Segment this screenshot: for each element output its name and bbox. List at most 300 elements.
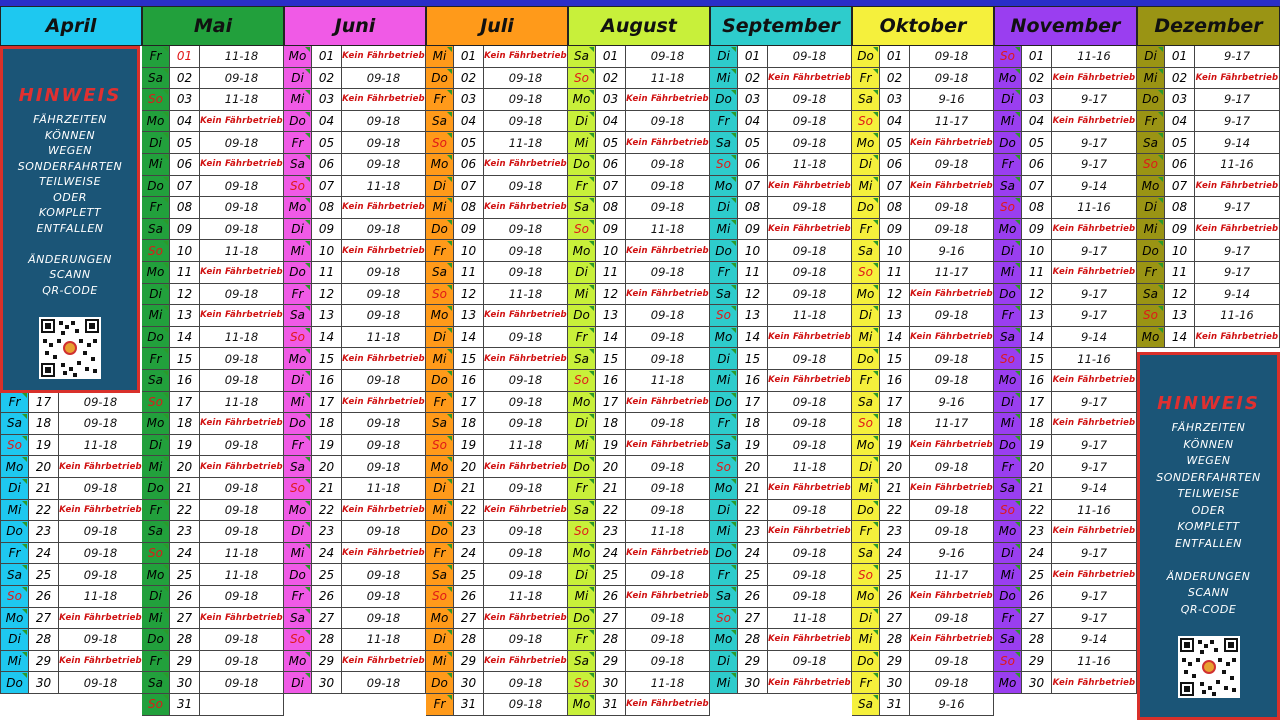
hours-cell: 09-18 [484, 478, 568, 499]
hours-cell: 09-18 [342, 564, 426, 585]
weekday-cell: Mi [426, 46, 454, 67]
day-number-cell: 24 [738, 543, 768, 564]
marker-triangle [589, 285, 594, 290]
marker-triangle [873, 393, 878, 398]
weekday-cell: Sa [710, 435, 738, 456]
day-number-cell: 19 [454, 435, 484, 456]
day-row [142, 629, 284, 651]
marker-triangle [163, 695, 168, 700]
hours-cell: 9-17 [1052, 132, 1137, 153]
day-row [426, 46, 568, 68]
marker-triangle [305, 630, 310, 635]
hours-cell: 11-18 [200, 564, 284, 585]
weekday-cell: Fr [284, 435, 312, 456]
day-row [1137, 89, 1280, 111]
hours-cell: Kein Fährbetrieb [342, 89, 426, 110]
marker-triangle [731, 47, 736, 52]
weekday-cell: Do [284, 413, 312, 434]
hours-cell: 09-18 [484, 672, 568, 693]
notice-line: SONDERFAHRTEN [17, 159, 123, 173]
day-row [994, 608, 1137, 630]
weekday-cell: So [426, 586, 454, 607]
day-row [284, 370, 426, 392]
day-row [568, 284, 710, 306]
day-number-cell: 19 [596, 435, 626, 456]
marker-triangle [305, 306, 310, 311]
hours-cell: 09-18 [626, 608, 710, 629]
weekday-cell: Mi [852, 629, 880, 650]
day-row [426, 154, 568, 176]
weekday-cell: Mi [426, 500, 454, 521]
day-number-cell: 25 [738, 564, 768, 585]
day-number-cell: 20 [880, 456, 910, 477]
day-row [710, 305, 852, 327]
day-number-cell: 16 [1022, 370, 1052, 391]
marker-triangle [447, 47, 452, 52]
weekday-cell: Fr [284, 284, 312, 305]
hours-cell: Kein Fährbetrieb [626, 132, 710, 153]
qr-code-icon[interactable] [1178, 636, 1240, 698]
day-number-cell: 10 [1022, 240, 1052, 261]
marker-triangle [447, 522, 452, 527]
day-number-cell: 13 [170, 305, 200, 326]
day-row [426, 694, 568, 716]
hours-cell: 09-18 [342, 370, 426, 391]
day-row [1137, 240, 1280, 262]
hours-cell: Kein Fährbetrieb [200, 305, 284, 326]
hours-cell: Kein Fährbetrieb [342, 240, 426, 261]
day-number-cell: 27 [880, 608, 910, 629]
hours-cell: 09-18 [200, 197, 284, 218]
weekday-cell: Sa [852, 240, 880, 261]
hours-cell: 9-14 [1052, 176, 1137, 197]
marker-triangle [447, 306, 452, 311]
day-number-cell: 23 [29, 521, 59, 542]
day-number-cell: 09 [880, 219, 910, 240]
hours-cell: Kein Fährbetrieb [59, 500, 143, 521]
day-number-cell: 12 [312, 284, 342, 305]
hours-cell: Kein Fährbetrieb [910, 176, 994, 197]
notice-line: KOMPLETT [38, 206, 102, 219]
day-number-cell: 08 [738, 197, 768, 218]
marker-triangle [1015, 285, 1020, 290]
day-row [994, 564, 1137, 586]
day-number-cell: 06 [1165, 154, 1195, 175]
weekday-cell: Mo [994, 68, 1022, 89]
marker-triangle [731, 198, 736, 203]
hours-cell: 9-16 [910, 89, 994, 110]
day-row [142, 111, 284, 133]
hours-cell: Kein Fährbetrieb [1052, 262, 1137, 283]
day-number-cell: 06 [1022, 154, 1052, 175]
marker-triangle [447, 198, 452, 203]
marker-triangle [22, 436, 27, 441]
marker-triangle [305, 241, 310, 246]
marker-triangle [163, 328, 168, 333]
marker-triangle [163, 155, 168, 160]
day-row [994, 219, 1137, 241]
notice-line: KÖNNEN [44, 128, 96, 142]
weekday-cell: So [426, 284, 454, 305]
day-row [0, 608, 142, 630]
day-row [710, 435, 852, 457]
marker-triangle [589, 630, 594, 635]
marker-triangle [305, 198, 310, 203]
day-row [568, 500, 710, 522]
marker-triangle [447, 349, 452, 354]
hours-cell: 09-18 [484, 413, 568, 434]
weekday-cell: Do [994, 132, 1022, 153]
weekday-cell: Do [426, 370, 454, 391]
marker-triangle [163, 479, 168, 484]
day-number-cell: 19 [170, 435, 200, 456]
day-number-cell: 24 [29, 543, 59, 564]
day-row [994, 521, 1137, 543]
day-row [852, 392, 994, 414]
day-row [994, 132, 1137, 154]
day-row [852, 651, 994, 673]
hours-cell: Kein Fährbetrieb [1052, 68, 1137, 89]
day-row [1137, 197, 1280, 219]
day-number-cell: 28 [596, 629, 626, 650]
marker-triangle [1015, 220, 1020, 225]
day-number-cell: 27 [312, 608, 342, 629]
day-row [142, 478, 284, 500]
notice-line: WEGEN [47, 144, 93, 157]
weekday-cell: So [426, 132, 454, 153]
hours-cell: 09-18 [910, 154, 994, 175]
marker-triangle [447, 587, 452, 592]
day-number-cell: 01 [454, 46, 484, 67]
hours-cell: Kein Fährbetrieb [484, 500, 568, 521]
hours-cell: Kein Fährbetrieb [768, 219, 852, 240]
marker-triangle [447, 155, 452, 160]
day-number-cell: 18 [738, 413, 768, 434]
day-row [568, 435, 710, 457]
hours-cell: 9-14 [1052, 327, 1137, 348]
weekday-cell: Di [710, 651, 738, 672]
weekday-cell: Di [710, 46, 738, 67]
marker-triangle [163, 349, 168, 354]
notice-line [3, 236, 137, 252]
weekday-cell: Fr [852, 219, 880, 240]
day-number-cell: 07 [1022, 176, 1052, 197]
day-row [710, 132, 852, 154]
day-row [710, 629, 852, 651]
hours-cell: 09-18 [200, 586, 284, 607]
day-row [710, 197, 852, 219]
hours-cell: Kein Fährbetrieb [200, 111, 284, 132]
marker-triangle [163, 220, 168, 225]
hours-cell: 11-18 [768, 608, 852, 629]
day-number-cell: 29 [454, 651, 484, 672]
marker-triangle [447, 544, 452, 549]
day-row [426, 543, 568, 565]
day-row [426, 370, 568, 392]
day-number-cell: 11 [170, 262, 200, 283]
hours-cell: 09-18 [626, 197, 710, 218]
day-number-cell: 15 [596, 348, 626, 369]
day-number-cell: 01 [596, 46, 626, 67]
day-number-cell: 27 [29, 608, 59, 629]
month-header-mai: Mai [142, 6, 284, 46]
day-number-cell: 15 [738, 348, 768, 369]
day-number-cell: 19 [312, 435, 342, 456]
day-number-cell: 21 [880, 478, 910, 499]
marker-triangle [163, 90, 168, 95]
hours-cell: 9-14 [1052, 478, 1137, 499]
weekday-cell: Fr [710, 111, 738, 132]
weekday-cell: Do [426, 521, 454, 542]
day-row [284, 629, 426, 651]
hours-cell: Kein Fährbetrieb [626, 240, 710, 261]
hours-cell: 9-17 [1052, 305, 1137, 326]
marker-triangle [1015, 457, 1020, 462]
marker-triangle [589, 695, 594, 700]
day-number-cell: 05 [312, 132, 342, 153]
day-row [284, 154, 426, 176]
weekday-cell: So [994, 46, 1022, 67]
day-row [568, 154, 710, 176]
qr-code-icon[interactable] [39, 317, 101, 379]
day-number-cell: 20 [170, 456, 200, 477]
marker-triangle [1015, 479, 1020, 484]
hours-cell: 09-18 [768, 284, 852, 305]
weekday-cell: Sa [284, 456, 312, 477]
marker-triangle [1015, 155, 1020, 160]
weekday-cell: Mi [426, 651, 454, 672]
weekday-cell: Mi [284, 89, 312, 110]
day-number-cell: 16 [880, 370, 910, 391]
weekday-cell: Mo [710, 629, 738, 650]
day-number-cell: 21 [454, 478, 484, 499]
day-number-cell: 29 [880, 651, 910, 672]
hours-cell: 9-17 [1052, 284, 1137, 305]
weekday-cell: Fr [426, 89, 454, 110]
marker-triangle [305, 501, 310, 506]
weekday-cell: Sa [852, 392, 880, 413]
weekday-cell: Do [994, 284, 1022, 305]
weekday-cell: Mi [142, 608, 170, 629]
day-number-cell: 18 [312, 413, 342, 434]
day-row [568, 586, 710, 608]
weekday-cell: Mi [284, 543, 312, 564]
weekday-cell: Di [994, 543, 1022, 564]
weekday-cell: Fr [142, 46, 170, 67]
day-number-cell: 10 [880, 240, 910, 261]
day-row [142, 305, 284, 327]
weekday-cell: Mi [994, 262, 1022, 283]
day-number-cell: 30 [312, 672, 342, 693]
weekday-cell: Sa [568, 197, 596, 218]
weekday-cell: Sa [284, 305, 312, 326]
notice-line: QR-CODE [42, 283, 98, 297]
day-row [426, 305, 568, 327]
marker-triangle [589, 112, 594, 117]
day-row [568, 46, 710, 68]
hours-cell: 09-18 [484, 111, 568, 132]
day-row [142, 327, 284, 349]
day-row [710, 543, 852, 565]
day-row [852, 348, 994, 370]
marker-triangle [305, 112, 310, 117]
day-number-cell: 09 [454, 219, 484, 240]
weekday-cell: So [142, 89, 170, 110]
day-number-cell: 26 [454, 586, 484, 607]
weekday-cell: Sa [1137, 132, 1165, 153]
marker-triangle [1015, 652, 1020, 657]
marker-triangle [731, 90, 736, 95]
weekday-cell: Mi [142, 305, 170, 326]
marker-triangle [589, 479, 594, 484]
hours-cell: 09-18 [200, 176, 284, 197]
weekday-cell: Di [284, 370, 312, 391]
day-number-cell: 17 [596, 392, 626, 413]
day-row [426, 68, 568, 90]
day-number-cell: 26 [312, 586, 342, 607]
hours-cell: Kein Fährbetrieb [200, 456, 284, 477]
day-number-cell: 12 [1022, 284, 1052, 305]
day-number-cell: 09 [1165, 219, 1195, 240]
day-row [710, 68, 852, 90]
weekday-cell: So [710, 608, 738, 629]
hours-cell: 09-18 [626, 327, 710, 348]
hours-cell: 9-17 [1195, 262, 1280, 283]
hours-cell: 11-18 [342, 478, 426, 499]
day-number-cell: 23 [1022, 521, 1052, 542]
day-row [994, 586, 1137, 608]
marker-triangle [1015, 90, 1020, 95]
day-row [710, 370, 852, 392]
marker-triangle [1015, 241, 1020, 246]
hours-cell: 09-18 [59, 672, 143, 693]
day-number-cell: 26 [738, 586, 768, 607]
weekday-cell: Mo [852, 586, 880, 607]
weekday-cell: Di [284, 521, 312, 542]
marker-triangle [873, 587, 878, 592]
hours-cell: 09-18 [200, 435, 284, 456]
hours-cell: 09-18 [484, 327, 568, 348]
day-row [284, 327, 426, 349]
hours-cell: 11-18 [626, 521, 710, 542]
day-row [284, 284, 426, 306]
marker-triangle [447, 414, 452, 419]
day-row [284, 68, 426, 90]
weekday-cell: Di [426, 176, 454, 197]
hours-cell: 11-18 [342, 629, 426, 650]
hours-cell: 11-18 [484, 586, 568, 607]
day-row [426, 132, 568, 154]
hours-cell: 09-18 [200, 348, 284, 369]
marker-triangle [22, 414, 27, 419]
day-number-cell: 26 [880, 586, 910, 607]
weekday-cell: Fr [852, 672, 880, 693]
weekday-cell: Fr [1, 543, 29, 564]
weekday-cell: Sa [426, 413, 454, 434]
weekday-cell: Mo [994, 219, 1022, 240]
weekday-cell: Do [994, 435, 1022, 456]
day-number-cell: 17 [170, 392, 200, 413]
day-row [852, 500, 994, 522]
day-row [0, 672, 142, 694]
day-number-cell: 20 [1022, 456, 1052, 477]
day-row [142, 413, 284, 435]
marker-triangle [163, 285, 168, 290]
day-number-cell: 27 [596, 608, 626, 629]
weekday-cell: So [284, 629, 312, 650]
hours-cell: 11-16 [1195, 305, 1280, 326]
marker-triangle [163, 177, 168, 182]
hours-cell: 09-18 [626, 500, 710, 521]
hours-cell: 09-18 [200, 521, 284, 542]
marker-triangle [447, 652, 452, 657]
day-row [284, 305, 426, 327]
day-number-cell: 21 [29, 478, 59, 499]
day-number-cell: 15 [454, 348, 484, 369]
hours-cell: Kein Fährbetrieb [342, 392, 426, 413]
day-number-cell: 07 [596, 176, 626, 197]
marker-triangle [1158, 285, 1163, 290]
hours-cell: 11-18 [342, 327, 426, 348]
hours-cell: 11-18 [59, 435, 143, 456]
marker-triangle [873, 328, 878, 333]
weekday-cell: So [568, 68, 596, 89]
marker-triangle [589, 328, 594, 333]
marker-triangle [447, 263, 452, 268]
day-row [852, 89, 994, 111]
day-number-cell: 20 [312, 456, 342, 477]
day-row [142, 176, 284, 198]
day-row [852, 111, 994, 133]
hours-cell: 11-18 [768, 154, 852, 175]
notice-line: ENTFALLEN [1174, 536, 1243, 550]
hours-cell: 9-17 [1052, 456, 1137, 477]
day-number-cell: 03 [880, 89, 910, 110]
marker-triangle [1015, 371, 1020, 376]
hours-cell: 09-18 [342, 132, 426, 153]
hours-cell: Kein Fährbetrieb [484, 154, 568, 175]
hours-cell: 09-18 [768, 46, 852, 67]
hours-cell: Kein Fährbetrieb [768, 68, 852, 89]
day-number-cell: 04 [596, 111, 626, 132]
hours-cell: 09-18 [200, 219, 284, 240]
marker-triangle [731, 436, 736, 441]
hours-cell: 9-16 [910, 543, 994, 564]
notice-line: SONDERFAHRTEN [1156, 470, 1261, 484]
hours-cell: 11-18 [59, 586, 143, 607]
marker-triangle [22, 630, 27, 635]
day-row [426, 672, 568, 694]
day-number-cell: 03 [738, 89, 768, 110]
day-row [0, 478, 142, 500]
hours-cell: Kein Fährbetrieb [626, 435, 710, 456]
day-number-cell: 12 [454, 284, 484, 305]
weekday-cell: Sa [426, 564, 454, 585]
weekday-cell: Mo [994, 370, 1022, 391]
hours-cell: 9-17 [1052, 240, 1137, 261]
day-number-cell: 19 [29, 435, 59, 456]
day-row [142, 694, 284, 716]
weekday-cell: Sa [852, 89, 880, 110]
weekday-cell: Sa [568, 500, 596, 521]
hours-cell: Kein Fährbetrieb [626, 392, 710, 413]
day-number-cell: 30 [880, 672, 910, 693]
hours-cell: 9-17 [1195, 46, 1280, 67]
hours-cell: Kein Fährbetrieb [484, 651, 568, 672]
weekday-cell: Sa [852, 543, 880, 564]
hours-cell: 09-18 [910, 651, 994, 672]
marker-triangle [163, 565, 168, 570]
